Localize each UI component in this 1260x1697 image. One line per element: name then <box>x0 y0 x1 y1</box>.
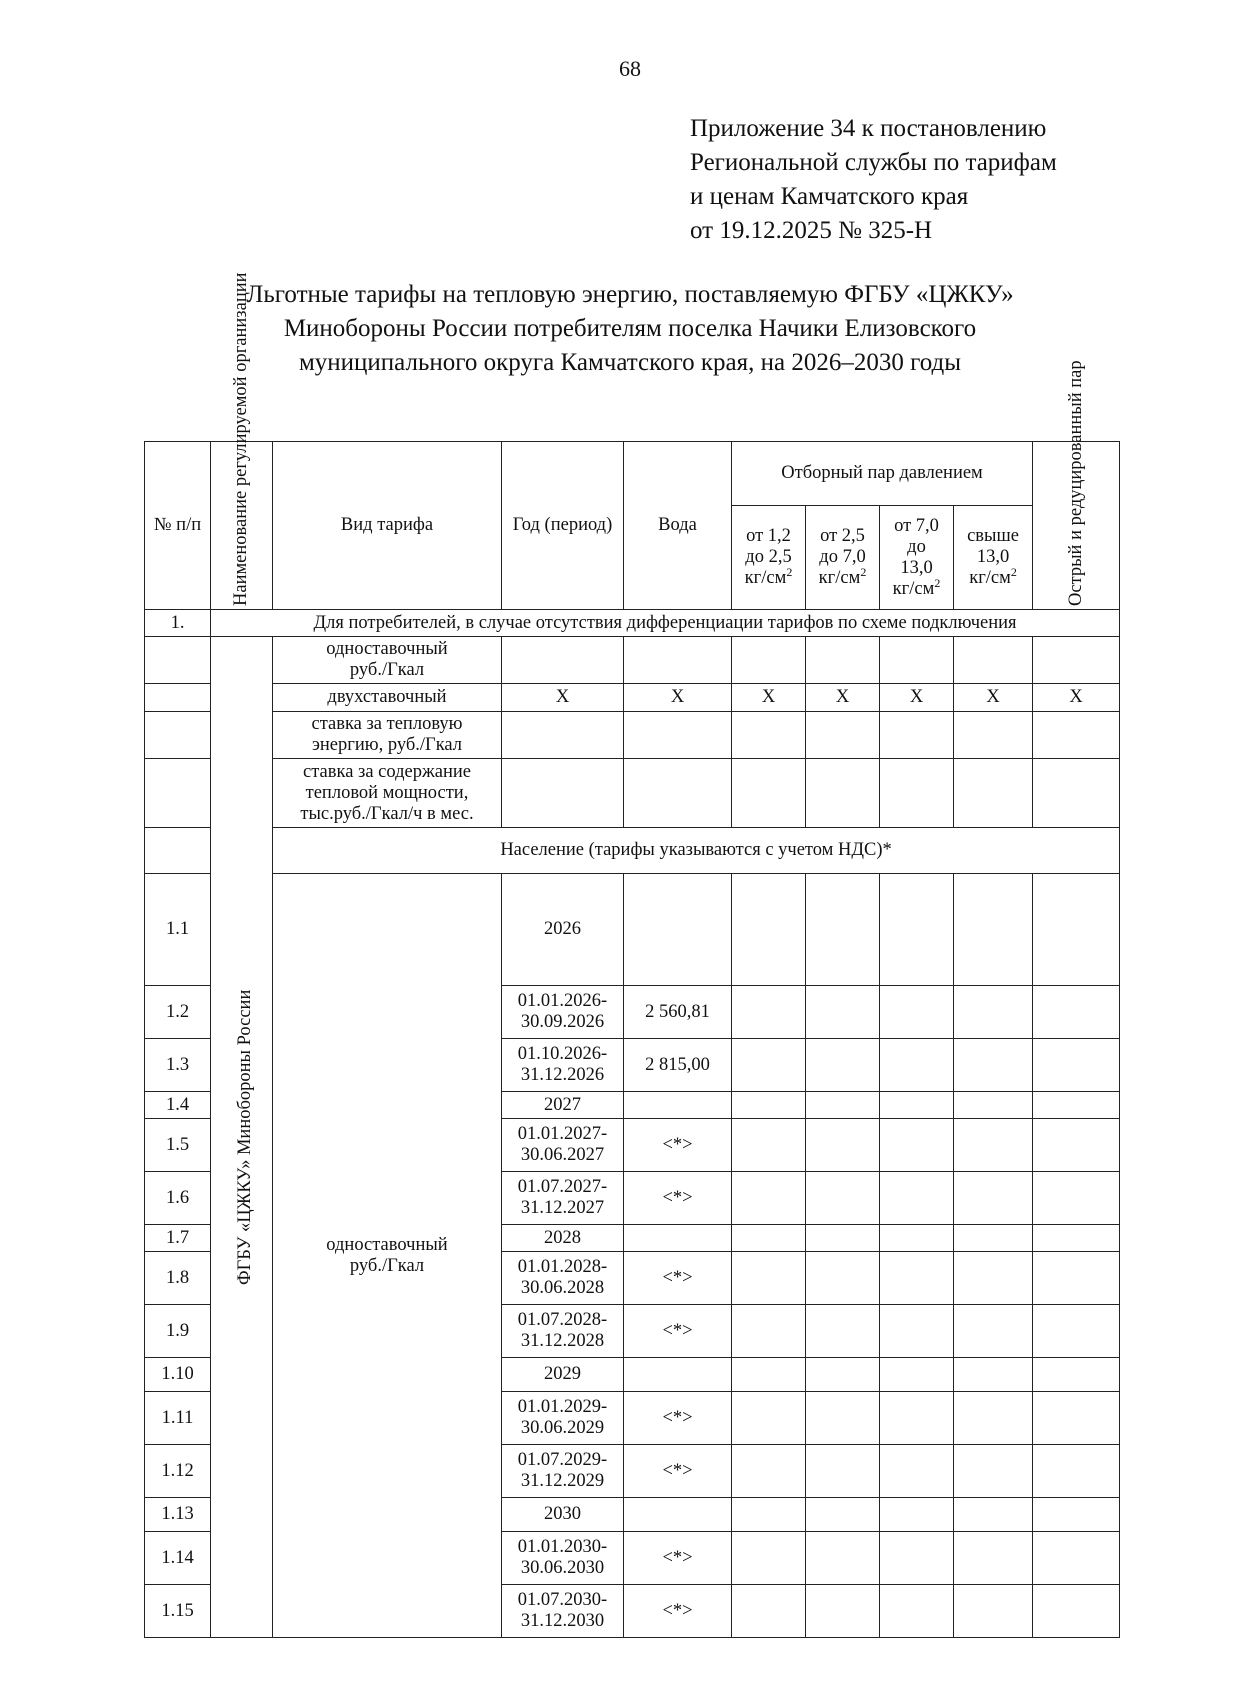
cell <box>954 1392 1033 1445</box>
cell <box>1033 759 1120 828</box>
period-cell <box>502 1445 624 1498</box>
cell <box>806 874 880 986</box>
cell <box>954 759 1033 828</box>
org-name-text: ФГБУ «ЦЖКУ» Минобороны России <box>235 989 255 1285</box>
water-value: 2 815,00 <box>624 1039 732 1092</box>
cell <box>880 1498 954 1532</box>
cell <box>1033 637 1120 684</box>
cell <box>1033 1305 1120 1358</box>
period-cell <box>502 1252 624 1305</box>
period-start: 01.07.2028- <box>517 1310 608 1330</box>
section-num: 1. <box>145 610 211 637</box>
cell <box>502 712 624 759</box>
header-unit: $кг/см^2$ <box>818 564 867 588</box>
appendix-reference <box>690 112 1057 248</box>
row-energy-rate <box>145 712 1120 759</box>
period-cell <box>502 1532 624 1585</box>
page-number: 68 <box>619 56 641 81</box>
cell <box>806 1039 880 1092</box>
period-cell <box>502 1119 624 1172</box>
tariff-label-line: руб./Гкал <box>349 660 425 680</box>
period-end: 30.06.2029 <box>520 1418 605 1438</box>
cell <box>806 1532 880 1585</box>
cell <box>732 1585 806 1638</box>
period-start: 01.01.2030- <box>517 1537 608 1557</box>
cell <box>954 1119 1033 1172</box>
period-start: 01.01.2029- <box>517 1397 608 1417</box>
cell <box>880 1092 954 1119</box>
cell <box>880 1532 954 1585</box>
cell <box>732 712 806 759</box>
period-cell <box>502 986 624 1039</box>
period-end: 31.12.2026 <box>520 1065 605 1085</box>
num-cell <box>145 828 211 874</box>
cell <box>624 712 732 759</box>
tariff-label <box>273 712 502 759</box>
cell <box>1033 1532 1120 1585</box>
period-cell <box>502 1392 624 1445</box>
cell <box>954 1092 1033 1119</box>
org-name-cell <box>211 637 273 1638</box>
cell <box>880 1039 954 1092</box>
row-capacity-rate <box>145 759 1120 828</box>
cell <box>732 1039 806 1092</box>
water-value: <*> <box>624 1119 732 1172</box>
tariff-label-line: тепловой мощности, <box>305 782 469 803</box>
header-steam-2 <box>806 506 880 610</box>
water-value <box>624 1498 732 1532</box>
year-cell: 2027 <box>502 1092 624 1119</box>
row-num: 1.7 <box>145 1225 211 1252</box>
header-org <box>211 271 273 610</box>
cell <box>880 1119 954 1172</box>
cell <box>880 712 954 759</box>
row-num: 1.3 <box>145 1039 211 1092</box>
water-value <box>624 1225 732 1252</box>
cell <box>1033 1358 1120 1392</box>
cell <box>1033 1039 1120 1092</box>
cell <box>732 1092 806 1119</box>
header-text: до 2,5 <box>745 547 792 567</box>
water-value: <*> <box>624 1172 732 1225</box>
header-unit: $кг/см^2$ <box>969 564 1017 588</box>
header-unit: $кг/см^2$ <box>744 564 793 588</box>
header-steam-1 <box>732 506 806 610</box>
water-value: <*> <box>624 1585 732 1638</box>
cell <box>732 1172 806 1225</box>
water-value: <*> <box>624 1252 732 1305</box>
header-text: от 1,2 <box>746 526 791 546</box>
cell <box>880 1358 954 1392</box>
cell <box>1033 986 1120 1039</box>
year-cell: 2028 <box>502 1225 624 1252</box>
cell <box>502 637 624 684</box>
water-value: <*> <box>624 1445 732 1498</box>
tariff-label-line: энергию, руб./Гкал <box>311 735 463 755</box>
header-water: Вода <box>624 442 732 610</box>
cell <box>1033 1498 1120 1532</box>
title-line: Минобороны России потребителям поселка Начики Елизовского <box>283 315 977 342</box>
header-steam-3 <box>880 506 954 610</box>
water-value <box>624 874 732 986</box>
header-text: свыше <box>967 526 1019 546</box>
section-label: Для потребителей, в случае отсутствия дифференциации тарифов по схеме подключения <box>211 610 1120 637</box>
cell <box>806 1392 880 1445</box>
water-value: <*> <box>624 1305 732 1358</box>
x-mark: X <box>1033 684 1120 712</box>
period-start: 01.01.2026- <box>517 991 608 1011</box>
x-mark: X <box>624 684 732 712</box>
period-start: 01.01.2028- <box>517 1257 608 1277</box>
period-end: 31.12.2027 <box>520 1198 605 1218</box>
x-mark: X <box>806 684 880 712</box>
cell <box>732 874 806 986</box>
header-text: 13,0 <box>900 557 933 578</box>
row-num: 1.10 <box>145 1358 211 1392</box>
header-sharp-steam <box>1033 359 1120 610</box>
num-cell <box>145 712 211 759</box>
table-row <box>145 874 1120 986</box>
cell <box>954 1172 1033 1225</box>
cell <box>954 1498 1033 1532</box>
cell <box>806 1119 880 1172</box>
cell <box>954 1358 1033 1392</box>
period-cell <box>502 1172 624 1225</box>
row-single-rate <box>145 637 1120 684</box>
cell <box>954 1585 1033 1638</box>
cell <box>806 1172 880 1225</box>
cell <box>732 986 806 1039</box>
cell <box>954 874 1033 986</box>
appendix-line: Региональной службы по тарифам <box>690 149 1057 176</box>
cell <box>806 712 880 759</box>
water-value: <*> <box>624 1532 732 1585</box>
cell <box>732 1305 806 1358</box>
period-end: 31.12.2030 <box>520 1611 605 1631</box>
x-mark: X <box>502 684 624 712</box>
appendix-line: Приложение 34 к постановлению <box>690 115 1047 142</box>
appendix-line: от 19.12.2025 № 325-Н <box>690 217 933 244</box>
cell <box>880 1172 954 1225</box>
header-text: от 2,5 <box>820 526 865 546</box>
population-label: Население (тарифы указываются с учетом НДС)* <box>273 828 1120 874</box>
cell <box>954 986 1033 1039</box>
period-end: 30.09.2026 <box>520 1012 605 1032</box>
num-cell <box>145 637 211 684</box>
cell <box>806 1358 880 1392</box>
cell <box>732 1119 806 1172</box>
row-num: 1.15 <box>145 1585 211 1638</box>
cell <box>880 1225 954 1252</box>
cell <box>954 1445 1033 1498</box>
cell <box>1033 712 1120 759</box>
header-text: от 7,0 <box>894 515 939 536</box>
cell <box>732 1498 806 1532</box>
section-row <box>145 610 1120 637</box>
cell <box>954 1305 1033 1358</box>
cell <box>732 1532 806 1585</box>
cell <box>1033 1392 1120 1445</box>
header-org-text: Наименование регулируемой организации <box>231 271 251 606</box>
row-num: 1.14 <box>145 1532 211 1585</box>
cell <box>732 1225 806 1252</box>
cell <box>1033 1092 1120 1119</box>
period-start: 01.07.2029- <box>517 1450 608 1470</box>
cell <box>954 1225 1033 1252</box>
cell <box>880 1305 954 1358</box>
period-end: 30.06.2027 <box>520 1145 605 1165</box>
year-cell: 2029 <box>502 1358 624 1392</box>
cell <box>806 1092 880 1119</box>
cell <box>732 637 806 684</box>
row-num: 1.4 <box>145 1092 211 1119</box>
cell <box>1033 1445 1120 1498</box>
header-year: Год (период) <box>502 442 624 610</box>
cell <box>1033 1585 1120 1638</box>
tariff-label-line: ставка за тепловую <box>311 714 463 734</box>
cell <box>806 1305 880 1358</box>
cell <box>806 637 880 684</box>
cell <box>806 1252 880 1305</box>
header-text: 13,0 <box>976 547 1010 567</box>
tariff-label: двухставочный <box>273 684 502 712</box>
header-tariff-type: Вид тарифа <box>273 442 502 610</box>
cell <box>1033 1252 1120 1305</box>
cell <box>880 637 954 684</box>
tariff-label-line: одноставочный <box>326 639 448 659</box>
period-end: 31.12.2029 <box>520 1471 605 1491</box>
cell <box>880 759 954 828</box>
cell <box>954 1252 1033 1305</box>
cell <box>806 1498 880 1532</box>
row-num: 1.9 <box>145 1305 211 1358</box>
title-line: Льготные тарифы на тепловую энергию, поставляемую ФГБУ «ЦЖКУ» <box>246 281 1014 308</box>
cell <box>954 1039 1033 1092</box>
period-start: 01.07.2027- <box>517 1177 608 1197</box>
cell <box>806 986 880 1039</box>
cell <box>732 1445 806 1498</box>
water-value <box>624 1092 732 1119</box>
year-cell: 2026 <box>502 874 624 986</box>
cell <box>806 1585 880 1638</box>
row-num: 1.8 <box>145 1252 211 1305</box>
cell <box>806 759 880 828</box>
cell <box>1033 1172 1120 1225</box>
period-start: 01.07.2030- <box>517 1590 608 1610</box>
cell <box>502 759 624 828</box>
cell <box>880 1392 954 1445</box>
header-text: до <box>907 536 926 557</box>
row-num: 1.13 <box>145 1498 211 1532</box>
header-sharp-text: Острый и редуцированный пар <box>1065 359 1086 606</box>
cell <box>624 637 732 684</box>
cell <box>624 759 732 828</box>
period-end: 31.12.2028 <box>520 1331 605 1351</box>
row-num: 1.2 <box>145 986 211 1039</box>
x-mark: X <box>954 684 1033 712</box>
period-start: 01.01.2027- <box>517 1124 608 1144</box>
period-cell <box>502 1305 624 1358</box>
tariff-label <box>273 637 502 684</box>
header-row-1 <box>145 442 1120 506</box>
cell <box>806 1225 880 1252</box>
row-num: 1.11 <box>145 1392 211 1445</box>
water-value <box>624 1358 732 1392</box>
header-text: до 7,0 <box>819 547 866 567</box>
population-tariff-type <box>273 874 502 1638</box>
header-num-text: № п/п <box>153 515 202 535</box>
tariff-label-line: одноставочный <box>326 1234 448 1255</box>
year-cell: 2030 <box>502 1498 624 1532</box>
row-two-rate <box>145 684 1120 712</box>
tariff-label <box>273 759 502 828</box>
water-value: 2 560,81 <box>624 986 732 1039</box>
period-start: 01.10.2026- <box>517 1044 608 1064</box>
appendix-line: и ценам Камчатского края <box>690 183 969 210</box>
cell <box>732 1358 806 1392</box>
header-steam-4 <box>954 506 1033 610</box>
row-num: 1.1 <box>145 874 211 986</box>
tariff-label-line: тыс.руб./Гкал/ч в мес. <box>300 803 474 824</box>
title-line: муниципального округа Камчатского края, на 2026–2030 годы <box>298 349 962 376</box>
cell <box>880 986 954 1039</box>
row-population-label <box>145 828 1120 874</box>
cell <box>732 759 806 828</box>
num-cell <box>145 684 211 712</box>
x-mark: X <box>732 684 806 712</box>
cell <box>954 637 1033 684</box>
num-cell <box>145 759 211 828</box>
period-cell <box>502 1039 624 1092</box>
period-end: 30.06.2028 <box>520 1278 605 1298</box>
cell <box>732 1252 806 1305</box>
period-end: 30.06.2030 <box>520 1558 605 1578</box>
cell <box>880 1445 954 1498</box>
tariff-label-line: руб./Гкал <box>349 1255 425 1276</box>
cell <box>954 1532 1033 1585</box>
row-num: 1.12 <box>145 1445 211 1498</box>
cell <box>1033 874 1120 986</box>
x-mark: X <box>880 684 954 712</box>
tariff-label-line: ставка за содержание <box>303 761 471 782</box>
cell <box>732 1392 806 1445</box>
water-value: <*> <box>624 1392 732 1445</box>
cell <box>806 1445 880 1498</box>
row-num: 1.6 <box>145 1172 211 1225</box>
header-unit: $кг/см^2$ <box>892 575 941 599</box>
header-num <box>145 442 211 610</box>
cell <box>880 1252 954 1305</box>
header-steam-group: Отборный пар давлением <box>732 442 1033 506</box>
cell <box>1033 1225 1120 1252</box>
cell <box>954 712 1033 759</box>
period-cell <box>502 1585 624 1638</box>
document-title <box>130 278 1130 380</box>
cell <box>880 1585 954 1638</box>
cell <box>1033 1119 1120 1172</box>
cell <box>880 874 954 986</box>
row-num: 1.5 <box>145 1119 211 1172</box>
